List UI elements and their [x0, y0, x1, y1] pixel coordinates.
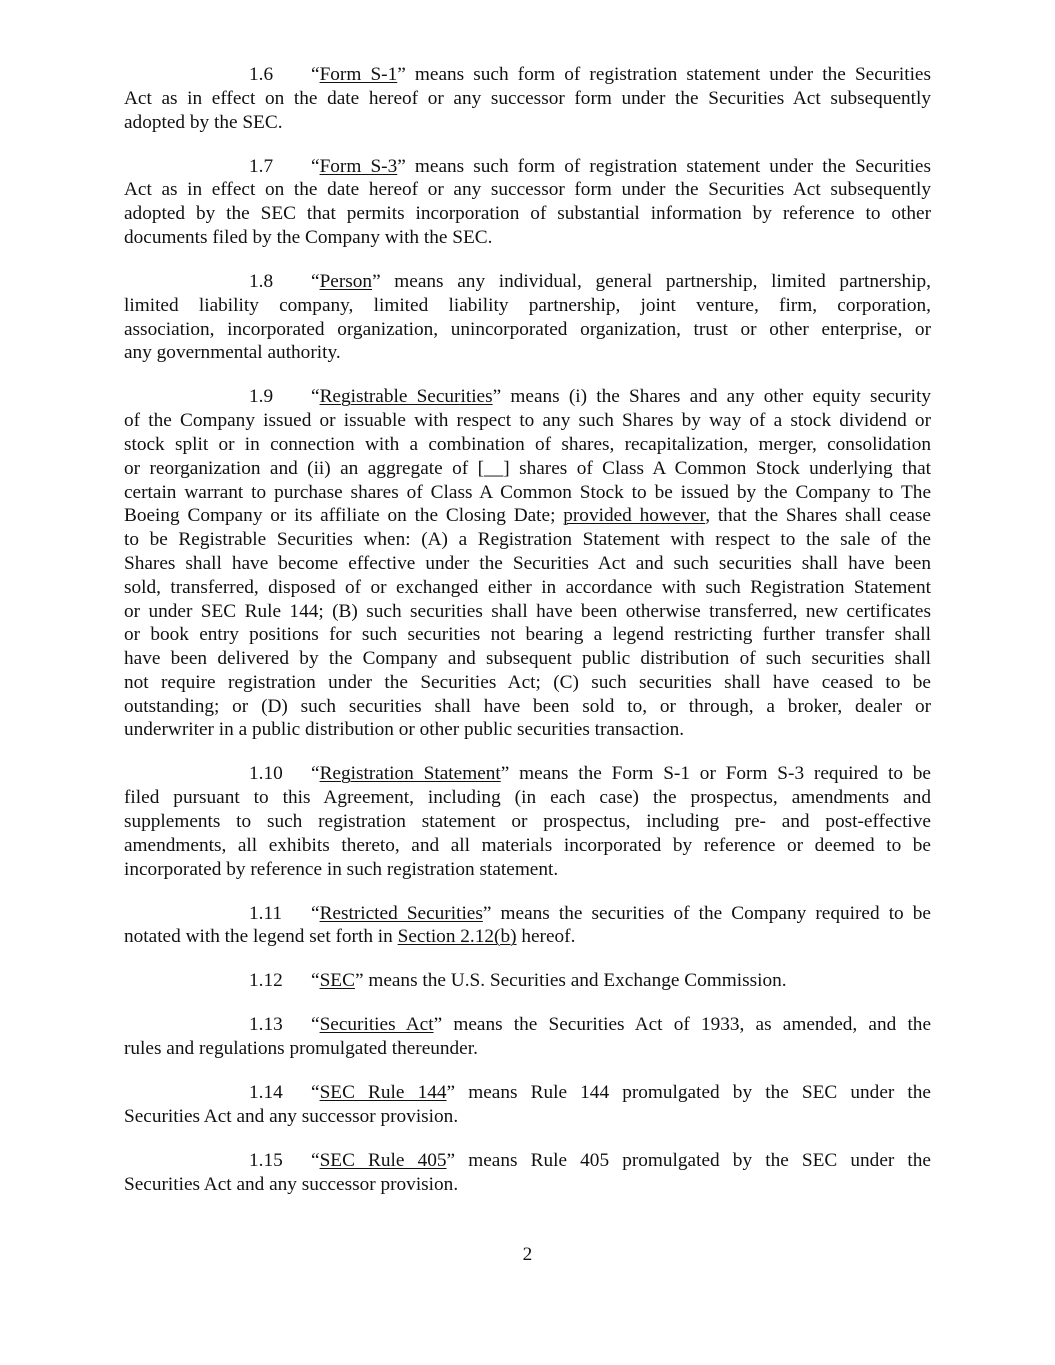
defined-term: SEC [319, 970, 355, 992]
definition-paragraph [124, 155, 931, 250]
definition-paragraph [124, 63, 931, 134]
defined-term: Securities Act [319, 1014, 434, 1036]
section-number: 1.15 [249, 1149, 283, 1171]
text-line: or under SEC Rule 144; (B) such securities shall have been otherwise transferred, new certificates [124, 600, 931, 622]
section-number: 1.8 [249, 270, 274, 292]
text-line: any governmental authority. [124, 342, 341, 364]
text-line: 1.9 “Registrable Securities” means (i) the Shares and any other equity security [249, 386, 931, 408]
defined-term: Registration Statement [319, 763, 501, 785]
text-line: 1.14 “SEC Rule 144” means Rule 144 promulgated by the SEC under the [249, 1082, 931, 1104]
text-line: of the Company issued or issuable with respect to any such Shares by way of a stock dividend or [124, 410, 931, 432]
text-line: or reorganization and (ii) an aggregate of [__] shares of Class A Common Stock underlying that [124, 457, 931, 479]
text-line: Act as in effect on the date hereof or any successor form under the Securities Act subsequently [124, 179, 931, 201]
text-line: limited liability company, limited liability partnership, joint venture, firm, corporation, [124, 294, 931, 316]
defined-term: SEC Rule 405 [319, 1149, 447, 1171]
defined-term: SEC Rule 144 [319, 1082, 447, 1104]
text-line: 1.13 “Securities Act” means the Securities Act of 1933, as amended, and the [249, 1014, 931, 1036]
defined-term: Form S-3 [319, 155, 398, 177]
definition-paragraph [124, 1013, 931, 1061]
text-line: 1.7 “Form S-3” means such form of registration statement under the Securities [249, 155, 931, 177]
definition-paragraph [124, 270, 931, 365]
text-line: outstanding; or (D) such securities shall have been sold to, or through, a broker, dealer or [124, 695, 931, 717]
text-line: notated with the legend set forth in Section 2.12(b) hereof. [124, 926, 576, 948]
text-line: amendments, all exhibits thereto, and all materials incorporated by reference or deemed to be [124, 834, 931, 856]
text-line: not require registration under the Securities Act; (C) such securities shall have ceased to be [124, 671, 931, 693]
text-line: association, incorporated organization, unincorporated organization, trust or other enterprise, or [124, 318, 931, 340]
text-line: 1.10 “Registration Statement” means the Form S-1 or Form S-3 required to be [249, 763, 931, 785]
text-line: filed pursuant to this Agreement, including (in each case) the prospectus, amendments and [124, 787, 931, 809]
text-line: incorporated by reference in such registration statement. [124, 858, 559, 880]
section-number: 1.6 [249, 64, 274, 85]
text-line: to be Registrable Securities when: (A) a Registration Statement with respect to the sale of the [124, 529, 931, 551]
text-line: Shares shall have become effective under the Securities Act and such securities shall have been [124, 552, 931, 574]
text-line: rules and regulations promulgated thereunder. [124, 1038, 478, 1060]
text-line: 1.11 “Restricted Securities” means the securities of the Company required to be [249, 902, 931, 924]
text-line: Boeing Company or its affiliate on the Closing Date; provided however, that the Shares shall cease [124, 505, 931, 527]
section-number: 1.11 [249, 902, 283, 924]
defined-term: Person [319, 270, 373, 292]
text-line: Securities Act and any successor provision. [124, 1173, 459, 1195]
text-line: underwriter in a public distribution or other public securities transaction. [124, 719, 685, 741]
text-line: adopted by the SEC. [124, 111, 283, 133]
text-line: Act as in effect on the date hereof or any successor form under the Securities Act subsequently [124, 87, 931, 109]
text-line: adopted by the SEC that permits incorporation of substantial information by reference to other [124, 203, 931, 225]
text-line: documents filed by the Company with the SEC. [124, 226, 493, 248]
defined-term: Section 2.12(b) [397, 926, 517, 948]
section-number: 1.13 [249, 1014, 283, 1036]
section-number: 1.9 [249, 386, 274, 408]
defined-term: Form S-1 [319, 64, 398, 85]
text-line: 1.8 “Person” means any individual, general partnership, limited partnership, [249, 270, 931, 292]
definition-paragraph [124, 385, 931, 742]
section-number: 1.7 [249, 155, 274, 177]
page-number: 2 [522, 1244, 533, 1265]
section-number: 1.12 [249, 970, 283, 992]
text-line: 1.12 “SEC” means the U.S. Securities and Exchange Commission. [249, 970, 787, 992]
defined-term: provided however [563, 505, 706, 527]
definition-paragraph [124, 969, 931, 993]
definition-paragraph [124, 762, 931, 881]
text-line: 1.15 “SEC Rule 405” means Rule 405 promulgated by the SEC under the [249, 1149, 931, 1171]
definition-paragraph [124, 1081, 931, 1129]
section-number: 1.10 [249, 763, 283, 785]
text-line: sold, transferred, disposed of or exchanged either in accordance with such Registration Statement [124, 576, 931, 598]
document-body [124, 63, 931, 1217]
text-line: supplements to such registration statement or prospectus, including pre- and post-effective [124, 811, 931, 833]
text-line: have been delivered by the Company and subsequent public distribution of such securities shall [124, 648, 931, 670]
defined-term: Registrable Securities [319, 386, 493, 408]
text-line: certain warrant to purchase shares of Class A Common Stock to be issued by the Company to The [124, 481, 931, 503]
definition-paragraph [124, 1149, 931, 1197]
text-line: stock split or in connection with a combination of shares, recapitalization, merger, consolidation [124, 433, 931, 455]
section-number: 1.14 [249, 1082, 283, 1104]
definition-paragraph [124, 902, 931, 950]
defined-term: Restricted Securities [319, 902, 483, 924]
text-line: or book entry positions for such securities not bearing a legend restricting further transfer shall [124, 624, 931, 646]
text-line: 1.6 “Form S-1” means such form of registration statement under the Securities [249, 64, 931, 85]
text-line: Securities Act and any successor provision. [124, 1105, 459, 1127]
